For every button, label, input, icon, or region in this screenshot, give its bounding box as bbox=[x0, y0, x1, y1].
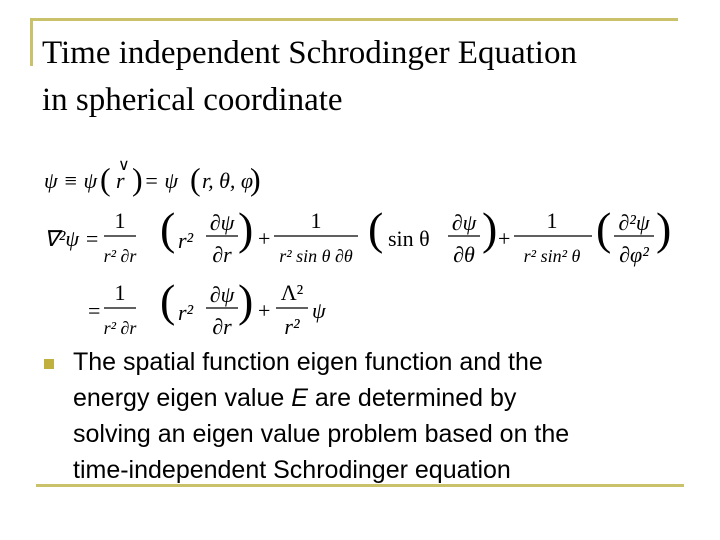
eq2-big-paren-close: ) bbox=[238, 203, 254, 254]
eq3-plus: + bbox=[258, 298, 271, 323]
bullet-line-1: The spatial function eigen function and the bbox=[73, 348, 543, 376]
eq1-arg2: r, θ, φ bbox=[202, 168, 254, 193]
equation-block bbox=[40, 150, 680, 350]
eq3-t1-inner-pre: r² bbox=[178, 300, 194, 325]
eq3-big-paren-close: ) bbox=[238, 275, 254, 326]
eq2-t1-inner-den: ∂r bbox=[212, 242, 232, 267]
frame-top-line bbox=[30, 18, 678, 21]
eq2-t2-inner-pre: sin θ bbox=[388, 226, 430, 251]
eq2-t3-num: 1 bbox=[546, 208, 558, 233]
eq2-t2-den: r² sin θ ∂θ bbox=[279, 246, 353, 266]
eq1-lhs: ψ ≡ ψ bbox=[44, 168, 98, 193]
eq2-big-paren-close-2: ) bbox=[482, 203, 498, 254]
eq1-paren-close-2: ) bbox=[250, 161, 261, 197]
eq2-plus-1: + bbox=[258, 226, 271, 251]
slide-title-line-2: in spherical coordinate bbox=[42, 82, 343, 118]
eq1-paren-open-2: ( bbox=[190, 161, 201, 197]
eq2-big-paren-open-3: ( bbox=[596, 203, 612, 254]
eq3-t2-after: ψ bbox=[312, 298, 326, 323]
eq3-lhs: = bbox=[88, 298, 101, 323]
eq2-t1-den: r² ∂r bbox=[103, 246, 137, 266]
eq2-big-paren-open-2: ( bbox=[368, 203, 384, 254]
eq2-lhs: ∇²ψ = bbox=[44, 226, 100, 251]
eq3-t2-den: r² bbox=[284, 314, 300, 339]
bullet-line-2 bbox=[73, 380, 673, 416]
eq3-big-paren-open: ( bbox=[160, 275, 176, 326]
eq3-t2-num: Λ² bbox=[280, 280, 304, 305]
bullet-line-4: time-independent Schrodinger equation bbox=[73, 456, 511, 484]
bullet-square bbox=[44, 359, 54, 369]
eq2-t3-den: r² sin² θ bbox=[523, 246, 581, 266]
eq2-t2-num: 1 bbox=[310, 208, 322, 233]
bullet-paragraph bbox=[73, 344, 673, 488]
eq3-t1-num: 1 bbox=[114, 280, 126, 305]
eq1-vector-mark: ∨ bbox=[118, 157, 130, 174]
bullet-line-3: solving an eigen value problem based on the bbox=[73, 420, 570, 448]
eq2-big-paren-open: ( bbox=[160, 203, 176, 254]
eq2-t3-inner-num: ∂²ψ bbox=[618, 210, 650, 235]
eq1-paren-close: ) bbox=[132, 161, 143, 197]
eq1-mid: = ψ bbox=[144, 168, 179, 193]
eq2-t1-inner-num: ∂ψ bbox=[209, 210, 235, 235]
eq2-plus-2: + bbox=[498, 226, 511, 251]
slide-title bbox=[42, 30, 682, 124]
eq1-arg1: r bbox=[116, 168, 125, 193]
eq1-paren-open: ( bbox=[100, 161, 111, 197]
eq2-t3-inner-den: ∂φ² bbox=[619, 242, 649, 267]
bullet-line-2a: energy eigen value bbox=[73, 384, 292, 412]
eq3-t1-den: r² ∂r bbox=[103, 318, 137, 338]
slide-title-line-1: Time independent Schrodinger Equation bbox=[42, 35, 577, 71]
eq3-t1-inner-den: ∂r bbox=[212, 314, 232, 339]
eq3-t1-inner-num: ∂ψ bbox=[209, 282, 235, 307]
eq2-big-paren-close-3: ) bbox=[656, 203, 672, 254]
bullet-line-2b: are determined by bbox=[307, 384, 517, 412]
eq2-t2-inner-den: ∂θ bbox=[453, 242, 475, 267]
energy-symbol: E bbox=[291, 384, 308, 412]
eq2-t2-inner-num: ∂ψ bbox=[451, 210, 477, 235]
frame-left-line bbox=[30, 18, 33, 66]
eq2-t1-inner-pre: r² bbox=[178, 228, 194, 253]
eq2-t1-num: 1 bbox=[114, 208, 126, 233]
